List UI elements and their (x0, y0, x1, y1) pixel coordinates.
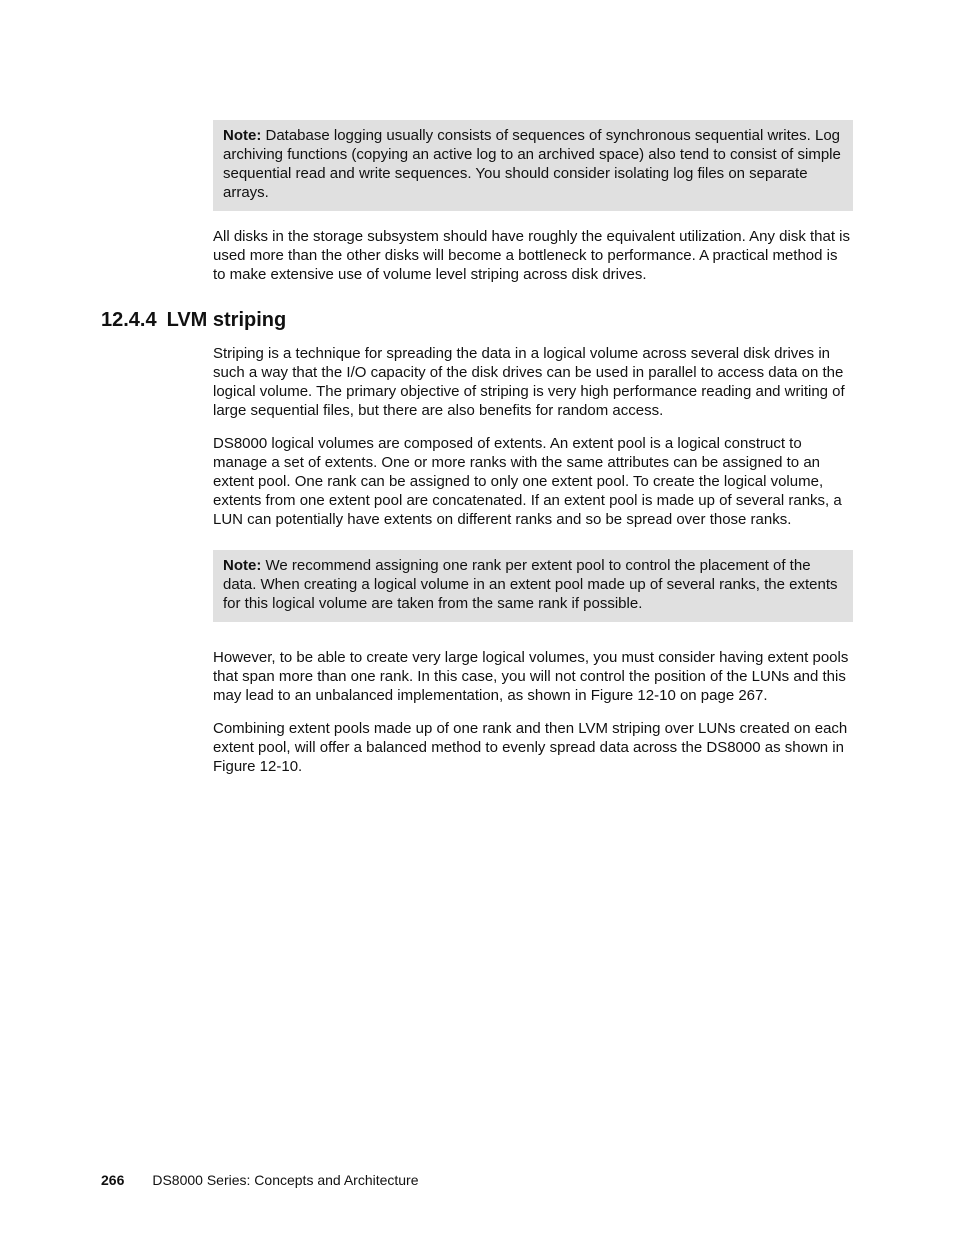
section-heading (101, 309, 286, 332)
page-footer (101, 1172, 419, 1188)
book-title: DS8000 Series: Concepts and Architecture (152, 1172, 419, 1188)
paragraph-logical-volumes: DS8000 logical volumes are composed of extents. An extent pool is a logical construct to manage a set of extents. One or more ranks with the same attributes can be assigned to an extent pool. One rank can be assigned to only one extent pool. To create the logical volume, extents from one extent pool are concatenated. If an extent pool is made up of several ranks, a LUN can potentially have extents on different ranks and so be spread over those ranks. (213, 435, 842, 528)
note-label: Note: (223, 127, 262, 144)
paragraph-striping-definition: Striping is a technique for spreading the data in a logical volume across several disk drives in such a way that the I/O capacity of the disk drives can be used in parallel to access data on the logical volume. The primary objective of striping is very high performance reading and writing of large sequential files, but there are also benefits for random access. (213, 345, 845, 419)
note-text: We recommend assigning one rank per extent pool to control the placement of the data. When creating a logical volume in an extent pool made up of several ranks, the extents for this logical volume are taken from the same rank if possible. (223, 557, 838, 612)
paragraph-combining-pools: Combining extent pools made up of one rank and then LVM striping over LUNs created on each extent pool, will offer a balanced method to evenly spread data across the DS8000 as shown in Figure 12-10. (213, 720, 848, 775)
note-box-rank-per-pool (213, 550, 853, 622)
note-text: Database logging usually consists of sequences of synchronous sequential writes. Log archiving functions (copying an active log to an archived space) also tend to consist of simple sequential read and write sequences. You should consider isolating log files on separate arrays. (223, 127, 841, 201)
note-box-logging (213, 120, 853, 211)
section-title: LVM striping (166, 309, 287, 331)
paragraph-large-volumes: However, to be able to create very large logical volumes, you must consider having extent pools that span more than one rank. In this case, you will not control the position of the LUNs and this may lead to an unbalanced implementation, as shown in Figure 12-10 on page 267. (213, 649, 849, 704)
note-label: Note: (223, 557, 262, 574)
section-number: 12.4.4 (101, 309, 157, 331)
page-number: 266 (101, 1172, 125, 1188)
paragraph-disk-utilization: All disks in the storage subsystem should have roughly the equivalent utilization. Any disk that is used more than the other disks will become a bottleneck to performance. A practical method is to make extensive use of volume level striping across disk drives. (213, 228, 851, 283)
